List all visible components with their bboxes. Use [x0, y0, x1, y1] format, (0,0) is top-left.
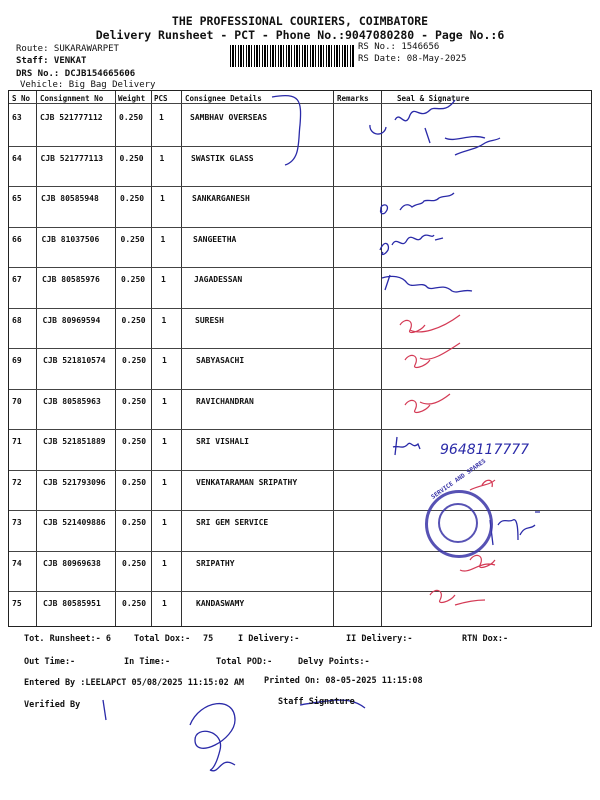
header-sno: S No	[12, 94, 31, 103]
rs-date: RS Date: 08-May-2025	[358, 54, 467, 64]
signature-row66	[380, 235, 443, 254]
row-weight: 0.250	[122, 396, 147, 406]
header-consignment: Consignment No	[40, 94, 104, 103]
header-remarks: Remarks	[337, 94, 369, 103]
row-weight: 0.250	[122, 599, 147, 608]
header-seal: Seal & Signature	[397, 94, 470, 103]
signature-row65	[381, 193, 454, 214]
signature-row69	[405, 343, 460, 367]
row-consignee: SANGEETHA	[193, 234, 237, 244]
header-weight: Weight	[118, 94, 146, 103]
row-pcs: 1	[162, 477, 167, 487]
row-pcs: 1	[162, 356, 167, 365]
signature-row72	[470, 480, 495, 490]
runsheet-title: Delivery Runsheet - PCT - Phone No.:9047080280 - Page No.:6	[95, 28, 505, 42]
row-consignment-no: CJB 521793096	[43, 477, 106, 487]
vehicle-label: Vehicle: Big Bag Delivery	[20, 80, 156, 90]
signature-row74	[460, 555, 495, 571]
row-sno: 70	[12, 396, 22, 406]
ii-delivery: II Delivery:-	[346, 634, 413, 644]
row-sno: 68	[12, 315, 22, 325]
header-pcs: PCS	[154, 94, 168, 103]
row-consignment-no: CJB 80585948	[41, 194, 99, 203]
delvy-points: Delvy Points:-	[298, 657, 370, 667]
row-sno: 71	[12, 437, 22, 446]
row-pcs: 1	[161, 275, 166, 284]
stamp-text: SERVICE AND SPARES	[430, 457, 488, 501]
row-consignee: RAVICHANDRAN	[196, 396, 254, 406]
row-consignee: SANKARGANESH	[192, 194, 250, 203]
row-pcs: 1	[162, 518, 167, 527]
row-consignee: JAGADESSAN	[194, 275, 243, 284]
tot-runsheet: Tot. Runsheet:- 6	[24, 634, 111, 644]
drs-label: DRS No.:	[16, 69, 60, 79]
row-sno: 65	[12, 194, 22, 203]
row71-handwritten-number: 9648117777	[440, 442, 530, 458]
row-weight: 0.250	[120, 234, 145, 244]
row-weight: 0.250	[122, 477, 147, 487]
in-time: In Time:-	[124, 657, 171, 667]
row-weight: 0.250	[121, 275, 146, 284]
row-weight: 0.250	[120, 194, 145, 203]
row-consignment-no: CJB 80585951	[43, 599, 101, 608]
row-pcs: 1	[162, 599, 167, 608]
row-pcs: 1	[159, 153, 165, 163]
signature-row71	[393, 437, 420, 455]
row-consignment-no: CJB 80585976	[42, 275, 100, 284]
row-weight: 0.250	[122, 518, 147, 527]
row-consignee: KANDASWAMY	[196, 599, 245, 608]
row-consignee: SRI VISHALI	[196, 437, 249, 446]
header-consignee: Consignee Details	[185, 94, 262, 103]
row-pcs: 1	[162, 396, 167, 406]
drs-value: DCJB154665606	[64, 69, 136, 79]
row-consignment-no: CJB 80585963	[43, 396, 101, 406]
row-consignee: SAMBHAV OVERSEAS	[190, 113, 268, 122]
row-pcs: 1	[160, 194, 165, 203]
row-consignment-no: CJB 521851889	[43, 437, 106, 446]
company-stamp	[425, 490, 493, 558]
row-consignment-no: CJB 81037506	[41, 234, 100, 244]
row-weight: 0.250	[119, 153, 144, 163]
row-consignee: SRI GEM SERVICE	[196, 518, 269, 527]
signature-row70	[405, 394, 450, 412]
row-pcs: 1	[159, 113, 164, 122]
out-time: Out Time:-	[24, 657, 76, 667]
row-sno: 63	[12, 113, 22, 122]
staff-signature-label: Staff Signature	[278, 697, 355, 707]
row-consignment-no: CJB 521777113	[40, 153, 104, 163]
row-weight: 0.250	[121, 315, 146, 325]
signature-row64	[455, 138, 500, 155]
row-sno: 64	[12, 153, 22, 163]
signature-row68	[400, 315, 460, 332]
row-weight: 0.250	[119, 113, 144, 122]
row-sno: 69	[12, 356, 22, 365]
row-sno: 67	[12, 275, 22, 284]
row-consignment-no: CJB 80969594	[42, 315, 101, 325]
entered-by: Entered By :LEELAPCT 05/08/2025 11:15:02 AM	[24, 678, 245, 688]
row-pcs: 1	[162, 437, 167, 446]
row-sno: 75	[12, 599, 22, 608]
row-consignee: VENKATARAMAN SRIPATHY	[196, 477, 298, 487]
verified-signature-ink	[190, 704, 235, 771]
signature-row75	[430, 590, 485, 605]
row-sno: 74	[12, 558, 22, 568]
rtn-dox: RTN Dox:-	[462, 634, 509, 644]
verified-by: Verified By	[24, 700, 81, 710]
row-consignment-no: CJB 521409886	[43, 518, 106, 527]
signature-row67	[382, 275, 472, 292]
row-consignment-no: CJB 80969638	[43, 558, 101, 568]
row-weight: 0.250	[122, 437, 147, 446]
signature-row73	[490, 512, 540, 545]
staff-label: Staff: VENKAT	[16, 56, 87, 66]
stamp-inner-ring	[438, 503, 478, 543]
row-weight: 0.250	[122, 558, 147, 568]
rs-number: RS No.: 1546656	[358, 42, 440, 52]
row-consignee: SURESH	[195, 315, 224, 325]
row-sno: 73	[12, 518, 22, 527]
total-dox-value: 75	[203, 634, 214, 644]
row-consignment-no: CJB 521777112	[40, 113, 103, 122]
row-pcs: 1	[160, 234, 166, 244]
company-title: THE PROFESSIONAL COURIERS, COIMBATORE	[171, 14, 429, 28]
total-dox-label: Total Dox:-	[134, 634, 191, 644]
row-weight: 0.250	[122, 356, 147, 365]
verified-mark	[103, 700, 106, 720]
row-sno: 66	[12, 234, 22, 244]
row-pcs: 1	[161, 315, 167, 325]
row-consignment-no: CJB 521810574	[43, 356, 106, 365]
bracket-ink	[272, 96, 301, 165]
row-consignee: SWASTIK GLASS	[191, 153, 254, 163]
row-pcs: 1	[162, 558, 167, 568]
i-delivery: I Delivery:-	[238, 634, 300, 644]
total-pod: Total POD:-	[216, 657, 273, 667]
row-consignee: SRIPATHY	[196, 558, 235, 568]
route-label: Route: SUKARAWARPET	[16, 44, 119, 54]
row-sno: 72	[12, 477, 22, 487]
printed-on: Printed On: 08-05-2025 11:15:08	[264, 676, 423, 686]
signature-row63	[370, 100, 485, 143]
row-consignee: SABYASACHI	[196, 356, 245, 365]
